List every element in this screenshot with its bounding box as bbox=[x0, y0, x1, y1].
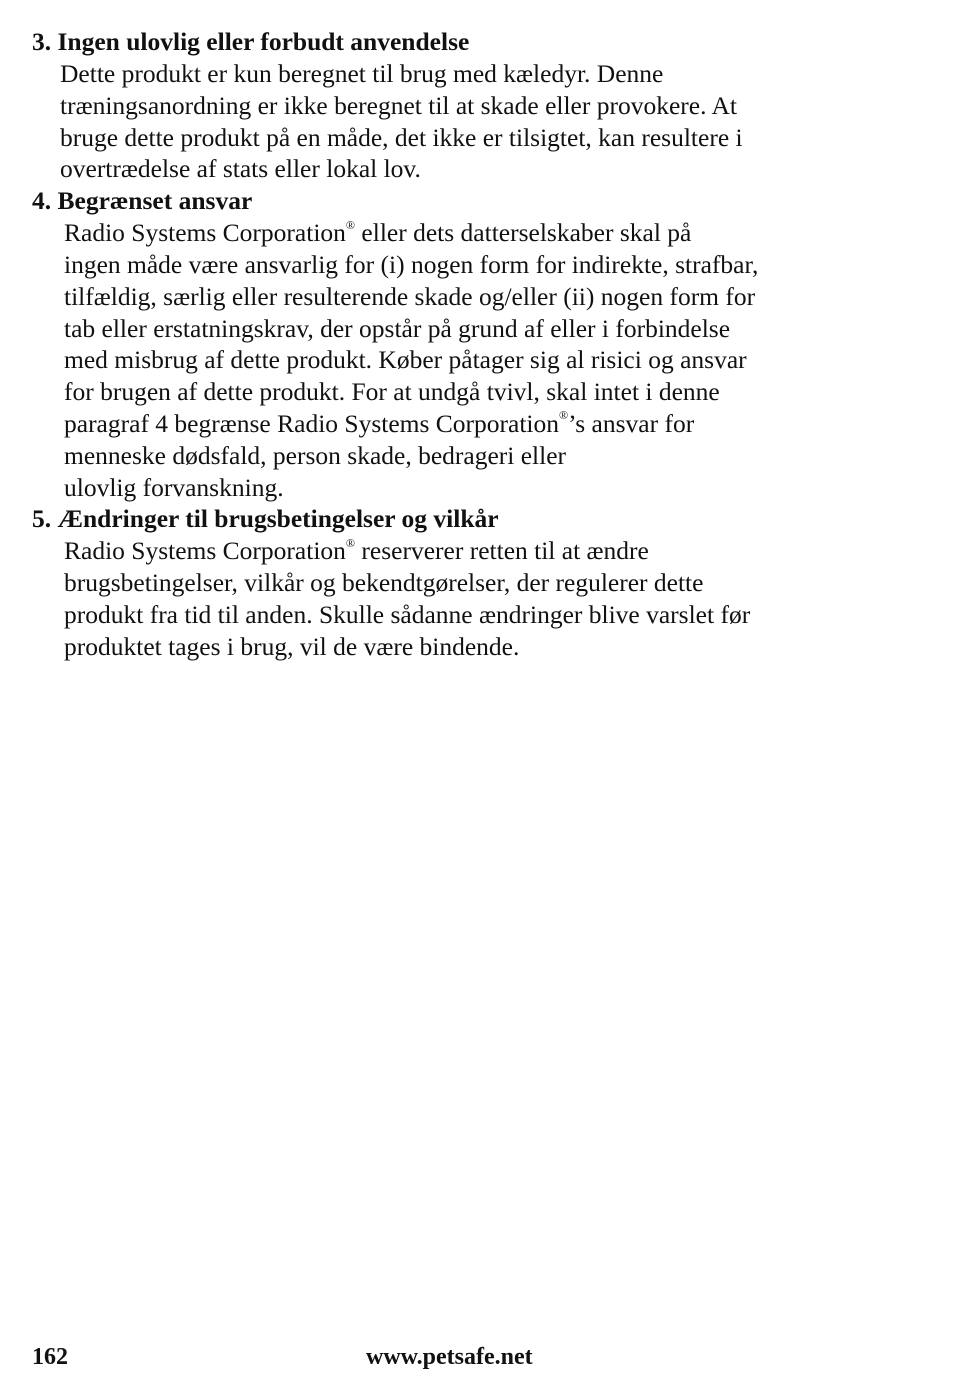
section-body bbox=[32, 217, 912, 503]
section-heading: 3. Ingen ulovlig eller forbudt anvendelse bbox=[32, 27, 470, 56]
website-url: www.petsafe.net bbox=[366, 1344, 533, 1370]
body-line: Radio Systems Corporation® eller dets datterselskaber skal på bbox=[64, 217, 692, 248]
section-heading: 5. Ændringer til brugsbetingelser og vilkår bbox=[32, 504, 499, 534]
body-line: træningsanordning er ikke beregnet til at skade eller provokere. At bbox=[60, 90, 737, 120]
body-line: ulovlig forvanskning. bbox=[64, 472, 284, 502]
section-body bbox=[32, 58, 912, 185]
body-line: Dette produkt er kun beregnet til brug med kæledyr. Denne bbox=[60, 59, 664, 88]
section-heading: 4. Begrænset ansvar bbox=[32, 186, 253, 216]
body-line: bruge dette produkt på en måde, det ikke er tilsigtet, kan resultere i bbox=[60, 122, 743, 152]
document-page bbox=[32, 26, 912, 663]
section-5 bbox=[32, 503, 912, 662]
body-line: produktet tages i brug, vil de være bindende. bbox=[64, 631, 520, 661]
body-line: Radio Systems Corporation® reserverer retten til at ændre bbox=[64, 535, 649, 566]
body-line: overtrædelse af stats eller lokal lov. bbox=[60, 154, 421, 184]
body-line: ingen måde være ansvarlig for (i) nogen form for indirekte, strafbar, bbox=[64, 249, 759, 279]
body-line: for brugen af dette produkt. For at undgå tvivl, skal intet i denne bbox=[64, 377, 720, 407]
body-line: menneske dødsfald, person skade, bedrageri eller bbox=[64, 440, 567, 470]
body-line: produkt fra tid til anden. Skulle sådanne ændringer blive varslet før bbox=[64, 599, 751, 629]
body-line: paragraf 4 begrænse Radio Systems Corporation®’s ansvar for bbox=[64, 408, 695, 438]
body-line: med misbrug af dette produkt. Køber påtager sig al risici og ansvar bbox=[64, 345, 747, 375]
body-line: tilfældig, særlig eller resulterende skade og/eller (ii) nogen form for bbox=[64, 281, 756, 311]
section-body bbox=[32, 535, 912, 662]
body-line: tab eller erstatningskrav, der opstår på grund af eller i forbindelse bbox=[64, 313, 731, 343]
section-3 bbox=[32, 26, 912, 185]
section-4 bbox=[32, 185, 912, 503]
body-line: brugsbetingelser, vilkår og bekendtgørelser, der regulerer dette bbox=[64, 568, 704, 598]
page-number: 162 bbox=[32, 1344, 68, 1370]
